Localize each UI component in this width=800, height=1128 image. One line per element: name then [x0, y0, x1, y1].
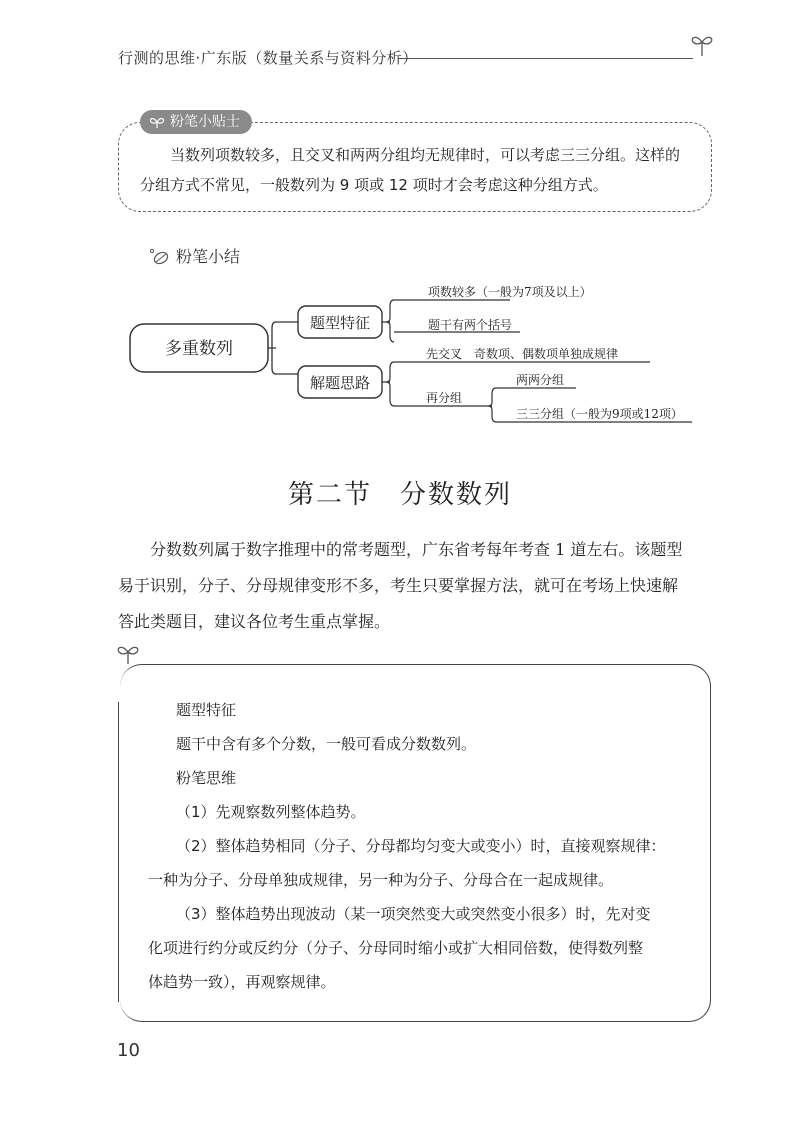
content-item-3b: 化项进行约分或反约分（分子、分母同时缩小或扩大相同倍数，使得数列整 — [148, 939, 644, 957]
leaf-icon — [148, 115, 166, 129]
summary-title: 粉笔小结 — [176, 247, 241, 266]
mind-map-branch-2: 解题思路 — [309, 374, 371, 392]
mind-map-leaf-3: 先交叉 奇数项、偶数项单独成规律 — [426, 347, 619, 361]
content-label-2: 粉笔思维 — [176, 769, 237, 787]
header-rule — [398, 58, 693, 59]
content-item-2a: （2）整体趋势相同（分子、分母都均匀变大或变小）时，直接观察规律： — [176, 837, 666, 855]
content-label-1: 题型特征 — [176, 701, 237, 719]
mind-map-leaf-1: 项数较多（一般为7项及以上） — [428, 285, 592, 299]
content-item-3c: 体趋势一致），再观察规律。 — [148, 973, 336, 991]
tip-tag-label: 粉笔小贴士 — [170, 114, 240, 130]
mind-map-leaf-4: 再分组 — [426, 391, 463, 405]
section-intro: 分数数列属于数字推理中的常考题型，广东省考每年考查 1 道左右。该题型易于识别，分子、分母规律变形不多，考生只要掌握方法，就可在考场上快速解答此类题目，建议各位考生重点掌握。 — [118, 540, 683, 631]
section-title: 第二节 分数数列 — [287, 480, 512, 510]
page-number: 10 — [117, 1040, 140, 1061]
content-item-3a: （3）整体趋势出现波动（某一项突然变大或突然变小很多）时，先对变 — [176, 905, 651, 923]
content-body — [148, 693, 700, 999]
mind-map-branch-1: 题型特征 — [309, 314, 371, 332]
content-item-1: （1）先观察数列整体趋势。 — [176, 803, 366, 821]
tip-text — [140, 140, 700, 200]
tip-line-1: 当数列项数较多，且交叉和两两分组均无规律时，可以考虑三三分组。这样的 — [170, 146, 681, 164]
tip-line-2: 分组方式不常见，一般数列为 9 项或 12 项时才会考虑这种分组方式。 — [140, 176, 608, 194]
content-box-left-rule — [118, 702, 119, 1002]
mind-map — [120, 280, 720, 430]
sprout-icon — [688, 30, 716, 58]
tip-tag — [140, 110, 252, 134]
mind-map-sub-2: 三三分组（一般为9项或12项） — [516, 407, 683, 421]
sprout-icon — [115, 640, 141, 666]
summary-heading — [148, 244, 240, 267]
leaf-icon — [148, 247, 170, 265]
mind-map-root: 多重数列 — [165, 339, 233, 359]
header-title: 行测的思维·广东版（数量关系与资料分析） — [118, 49, 418, 67]
content-text-1: 题干中含有多个分数，一般可看成分数数列。 — [176, 735, 477, 753]
mind-map-sub-1: 两两分组 — [516, 373, 565, 387]
content-item-2b: 一种为分子、分母单独成规律，另一种为分子、分母合在一起成规律。 — [148, 871, 614, 889]
mind-map-leaf-2: 题干有两个括号 — [428, 318, 513, 332]
